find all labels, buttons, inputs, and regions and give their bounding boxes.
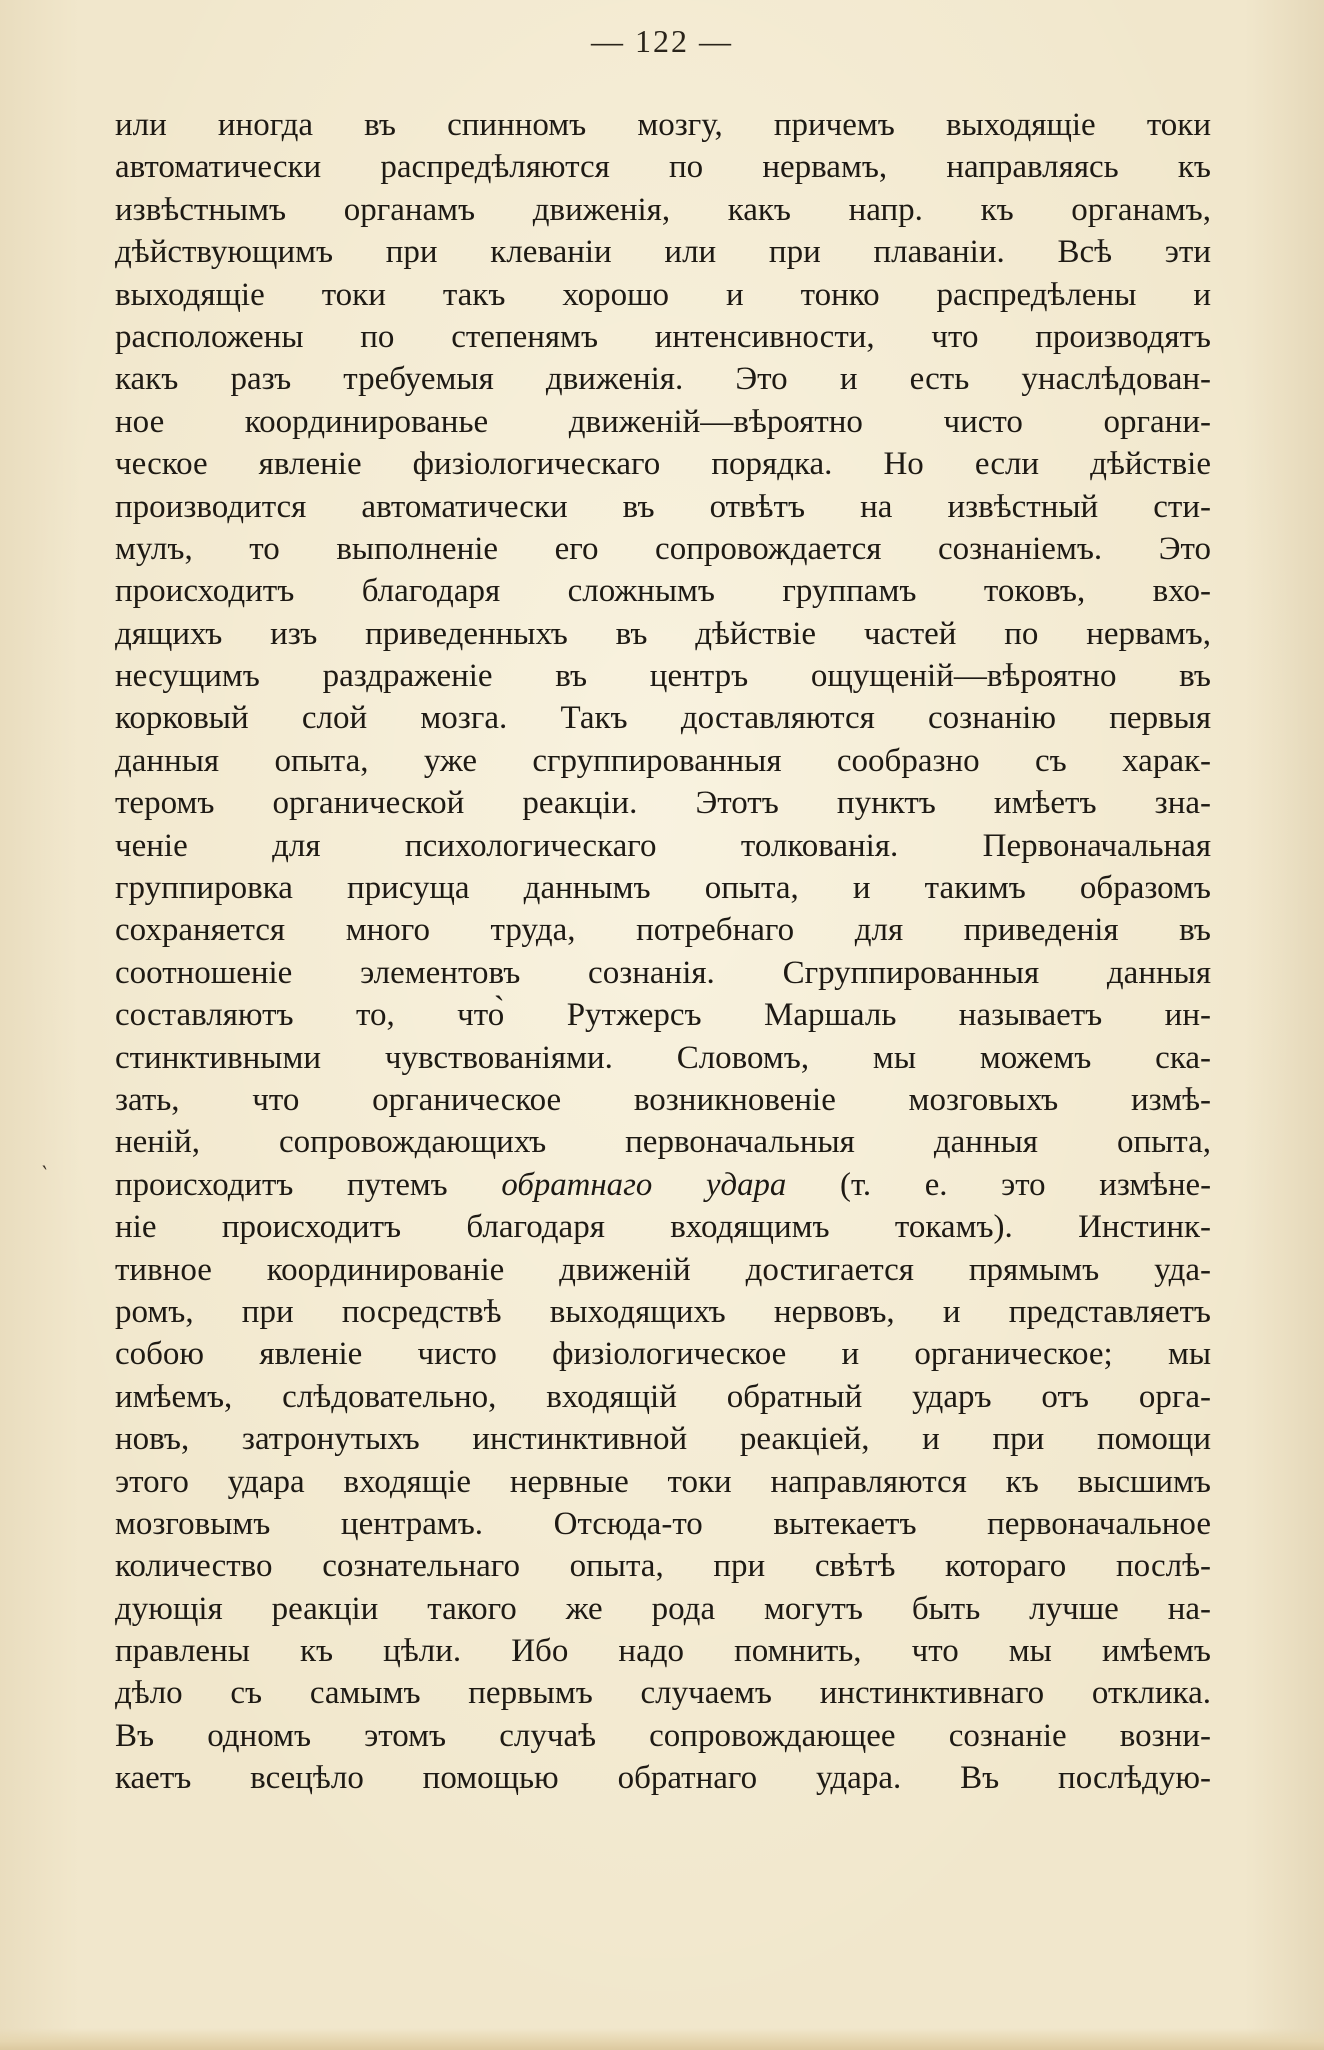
text-line-content: (т. е. это измѣне-	[786, 1166, 1212, 1203]
text-line-content: корковый слой мозга. Такъ доставляются сознанію первыя	[115, 700, 1211, 737]
text-line-content: ченіе для психологическаго толкованія. Первоначальная	[115, 827, 1211, 864]
text-line	[115, 189, 1211, 231]
margin-mark: ‵	[42, 1162, 47, 1187]
text-line-content: данныя опыта, уже сгруппированныя сообразно съ харак-	[115, 742, 1211, 779]
text-line-content: новъ, затронутыхъ инстинктивной реакціей, и при помощи	[115, 1421, 1211, 1458]
text-line-content: выходящіе токи такъ хорошо и тонко распредѣлены и	[115, 276, 1211, 313]
text-line-content: извѣстнымъ органамъ движенія, какъ напр. къ органамъ,	[115, 191, 1211, 228]
text-line-content: происходитъ благодаря сложнымъ группамъ токовъ, вхо-	[115, 573, 1211, 610]
text-line	[115, 1461, 1211, 1503]
text-line-content: ное координированье движеній—вѣроятно чисто органи-	[115, 403, 1211, 440]
text-line	[115, 952, 1211, 994]
text-line	[115, 1249, 1211, 1291]
text-line	[115, 1503, 1211, 1545]
text-line	[115, 1376, 1211, 1418]
text-line	[115, 1757, 1211, 1799]
text-line-content: расположены по степенямъ интенсивности, что производятъ	[115, 318, 1211, 355]
text-line-content: собою явленіе чисто физіологическое и органическое; мы	[115, 1336, 1211, 1373]
text-line	[115, 1672, 1211, 1714]
text-line	[115, 1630, 1211, 1672]
italic-phrase: обратнаго удара	[501, 1166, 787, 1203]
text-line-content: теромъ органической реакціи. Этотъ пунктъ имѣетъ зна-	[115, 785, 1211, 822]
text-line	[115, 486, 1211, 528]
text-line	[115, 1206, 1211, 1248]
text-line	[115, 1545, 1211, 1587]
text-line-content: зать, что органическое возникновеніе мозговыхъ измѣ-	[115, 1081, 1211, 1118]
text-line-content: составляютъ то, что̀ Рутжерсъ Маршаль называетъ ин-	[115, 997, 1211, 1034]
text-line	[115, 316, 1211, 358]
text-line	[115, 1715, 1211, 1757]
text-line-content: Въ одномъ этомъ случаѣ сопровождающее сознаніе возни-	[115, 1717, 1211, 1754]
text-line	[115, 358, 1211, 400]
text-line	[115, 613, 1211, 655]
text-line-content: имѣемъ, слѣдовательно, входящій обратный ударъ отъ орга-	[115, 1378, 1211, 1415]
text-line	[115, 994, 1211, 1036]
text-line	[115, 570, 1211, 612]
text-line	[115, 697, 1211, 739]
text-line-content: соотношеніе элементовъ сознанія. Сгруппированныя данныя	[115, 954, 1211, 991]
text-line	[115, 443, 1211, 485]
text-line-content: мулъ, то выполненіе его сопровождается сознаніемъ. Это	[115, 530, 1211, 567]
text-line-content: тивное координированіе движеній достигается прямымъ уда-	[115, 1251, 1211, 1288]
text-line-content: происходитъ путемъ	[115, 1166, 502, 1203]
text-line-content: этого удара входящіе нервные токи направляются къ высшимъ	[115, 1463, 1211, 1500]
text-line-content: производится автоматически въ отвѣтъ на извѣстный сти-	[115, 488, 1211, 525]
text-line	[115, 909, 1211, 951]
text-line	[115, 1588, 1211, 1630]
text-line	[115, 528, 1211, 570]
text-line	[115, 274, 1211, 316]
text-line-content: мозговымъ центрамъ. Отсюда-то вытекаетъ первоначальное	[115, 1505, 1211, 1542]
text-line-content: ромъ, при посредствѣ выходящихъ нервовъ, и представляетъ	[115, 1293, 1211, 1330]
text-line	[115, 825, 1211, 867]
page-bottom-edge	[0, 2028, 1324, 2050]
text-line-content: дящихъ изъ приведенныхъ въ дѣйствіе частей по нервамъ,	[115, 615, 1211, 652]
text-line	[115, 104, 1211, 146]
text-line	[115, 867, 1211, 909]
page-number: — 122 —	[591, 23, 733, 59]
text-line	[115, 1079, 1211, 1121]
text-line-content: дующія реакціи такого же рода могутъ быть лучше на-	[115, 1590, 1211, 1627]
text-line-content: неній, сопровождающихъ первоначальныя данныя опыта,	[115, 1124, 1211, 1161]
text-line-content: стинктивными чувствованіями. Словомъ, мы можемъ ска-	[115, 1039, 1211, 1076]
text-line	[115, 146, 1211, 188]
text-line-content: автоматически распредѣляются по нервамъ, направляясь къ	[115, 149, 1211, 186]
text-line-content: какъ разъ требуемыя движенія. Это и есть унаслѣдован-	[115, 361, 1211, 398]
text-line-content: каетъ всецѣло помощью обратнаго удара. Въ послѣдую-	[115, 1760, 1211, 1797]
body-text	[115, 104, 1211, 1800]
text-line-content: сохраняется много труда, потребнаго для приведенія въ	[115, 912, 1211, 949]
text-line	[115, 1291, 1211, 1333]
text-line	[115, 1418, 1211, 1460]
text-line	[115, 1164, 1211, 1206]
text-line	[115, 782, 1211, 824]
text-line-content: правлены къ цѣли. Ибо надо помнить, что мы имѣемъ	[115, 1633, 1211, 1670]
text-line	[115, 655, 1211, 697]
text-line	[115, 1333, 1211, 1375]
text-line	[115, 401, 1211, 443]
text-line	[115, 1037, 1211, 1079]
text-line	[115, 231, 1211, 273]
text-line-content: несущимъ раздраженіе въ центръ ощущеній—вѣроятно въ	[115, 658, 1211, 695]
text-line-content: ческое явленіе физіологическаго порядка. Но если дѣйствіе	[115, 446, 1211, 483]
text-line-content: дѣло съ самымъ первымъ случаемъ инстинктивнаго отклика.	[115, 1675, 1211, 1712]
text-line	[115, 1121, 1211, 1163]
text-line-content: группировка присуща даннымъ опыта, и такимъ образомъ	[115, 870, 1211, 907]
text-line-content: количество сознательнаго опыта, при свѣтѣ котораго послѣ-	[115, 1548, 1211, 1585]
text-line-content: ніе происходитъ благодаря входящимъ токамъ). Инстинк-	[115, 1209, 1211, 1246]
text-line-content: дѣйствующимъ при клеваніи или при плаваніи. Всѣ эти	[115, 234, 1211, 271]
text-line	[115, 740, 1211, 782]
text-line-content: или иногда въ спинномъ мозгу, причемъ выходящіе токи	[115, 107, 1211, 143]
